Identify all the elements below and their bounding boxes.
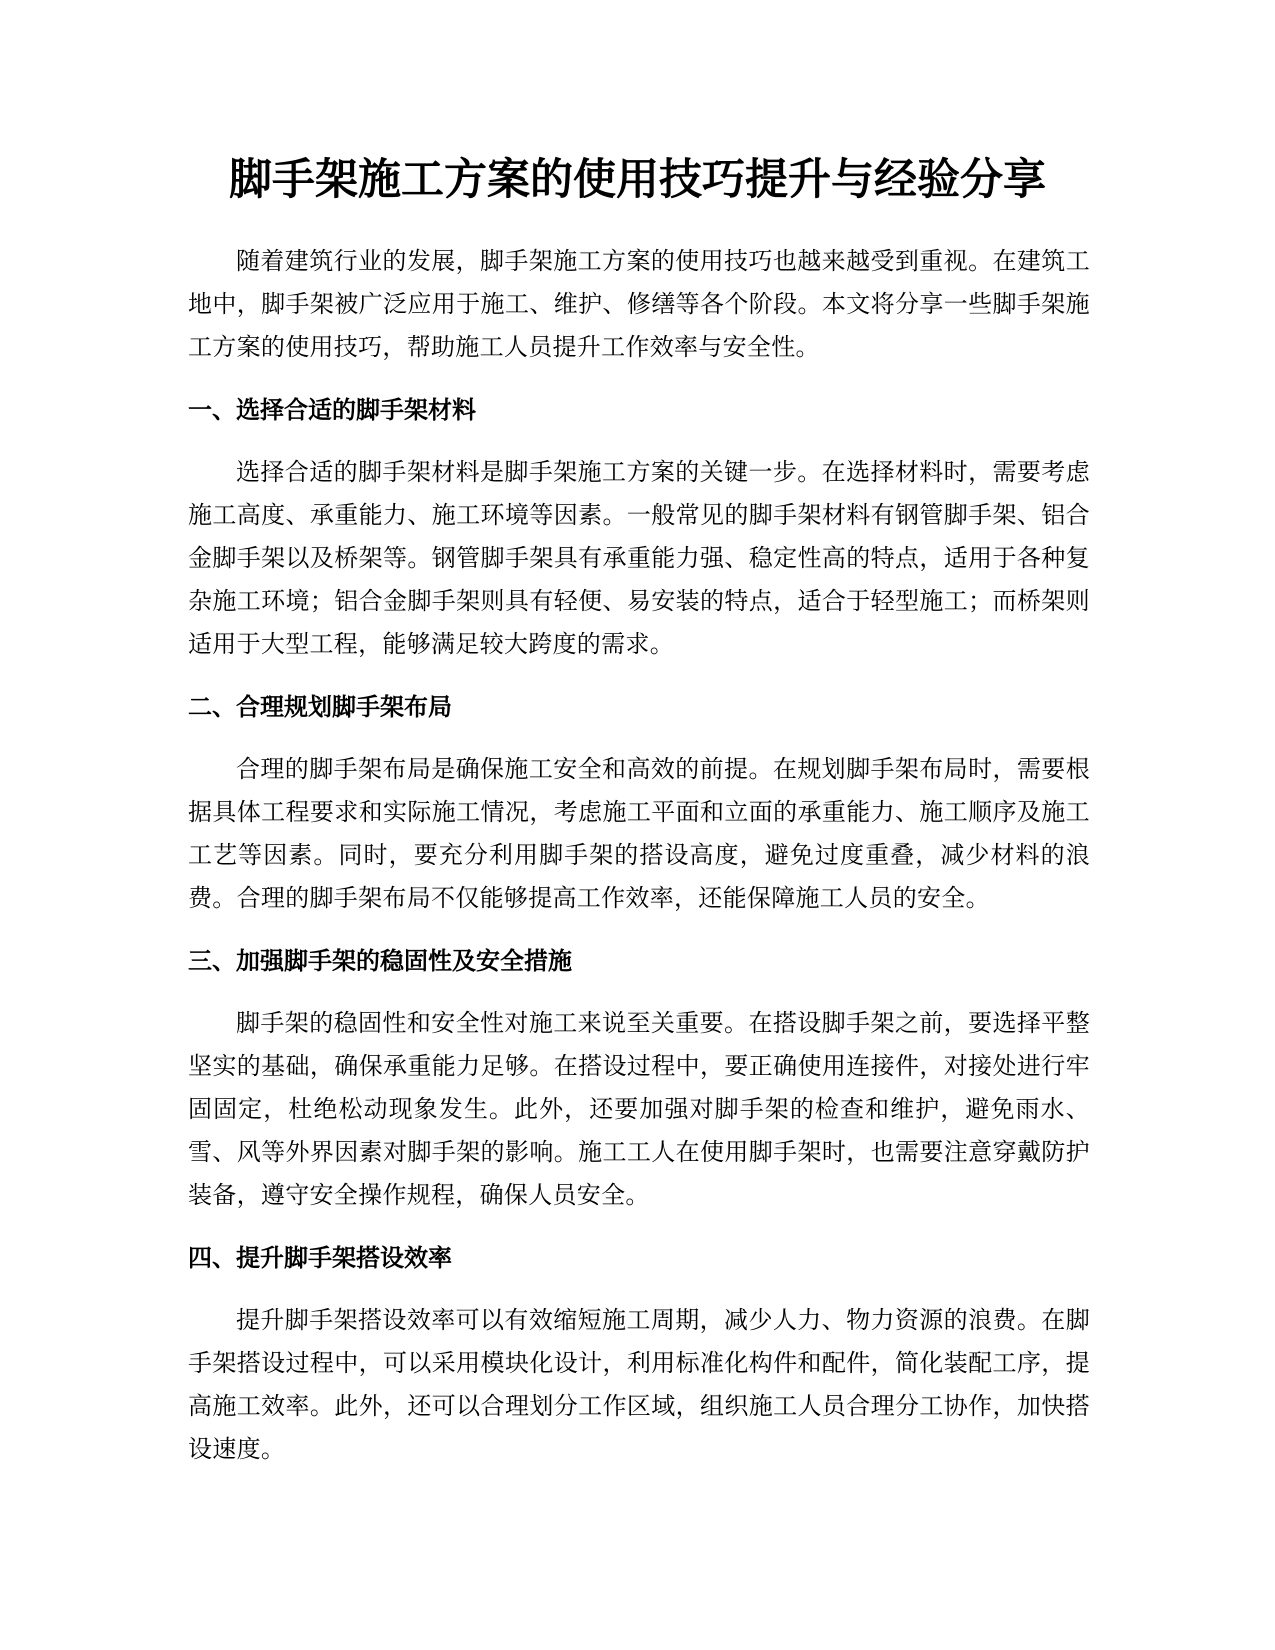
intro-paragraph: 随着建筑行业的发展，脚手架施工方案的使用技巧也越来越受到重视。在建筑工地中，脚手架被广泛应用于施工、维护、修缮等各个阶段。本文将分享一些脚手架施工方案的使用技巧，帮助施工人员提升工作效率与安全性。 bbox=[188, 247, 1090, 361]
section-body-3: 脚手架的稳固性和安全性对施工来说至关重要。在搭设脚手架之前，要选择平整坚实的基础，确保承重能力足够。在搭设过程中，要正确使用连接件，对接处进行牢固固定，杜绝松动现象发生。此外，还要加强对脚手架的检查和维护，避免雨水、雪、风等外界因素对脚手架的影响。施工工人在使用脚手架时，也需要注意穿戴防护装备，遵守安全操作规程，确保人员安全。 bbox=[188, 1009, 1090, 1209]
section-body-1: 选择合适的脚手架材料是脚手架施工方案的关键一步。在选择材料时，需要考虑施工高度、承重能力、施工环境等因素。一般常见的脚手架材料有钢管脚手架、铝合金脚手架以及桥架等。钢管脚手架具有承重能力强、稳定性高的特点，适用于各种复杂施工环境；铝合金脚手架则具有轻便、易安装的特点，适合于轻型施工；而桥架则适用于大型工程，能够满足较大跨度的需求。 bbox=[188, 458, 1090, 658]
section-body-2: 合理的脚手架布局是确保施工安全和高效的前提。在规划脚手架布局时，需要根据具体工程要求和实际施工情况，考虑施工平面和立面的承重能力、施工顺序及施工工艺等因素。同时，要充分利用脚手架的搭设高度，避免过度重叠，减少材料的浪费。合理的脚手架布局不仅能够提高工作效率，还能保障施工人员的安全。 bbox=[188, 755, 1090, 912]
section-heading-1: 一、选择合适的脚手架材料 bbox=[188, 396, 476, 424]
document-body bbox=[188, 240, 1090, 1471]
section-heading-3: 三、加强脚手架的稳固性及安全措施 bbox=[188, 947, 572, 975]
document-title: 脚手架施工方案的使用技巧提升与经验分享 bbox=[229, 155, 1046, 205]
section-body-4: 提升脚手架搭设效率可以有效缩短施工周期，减少人力、物力资源的浪费。在脚手架搭设过程中，可以采用模块化设计，利用标准化构件和配件，简化装配工序，提高施工效率。此外，还可以合理划分工作区域，组织施工人员合理分工协作，加快搭设速度。 bbox=[188, 1306, 1090, 1463]
section-heading-2: 二、合理规划脚手架布局 bbox=[188, 693, 452, 721]
section-heading-4: 四、提升脚手架搭设效率 bbox=[188, 1244, 452, 1272]
